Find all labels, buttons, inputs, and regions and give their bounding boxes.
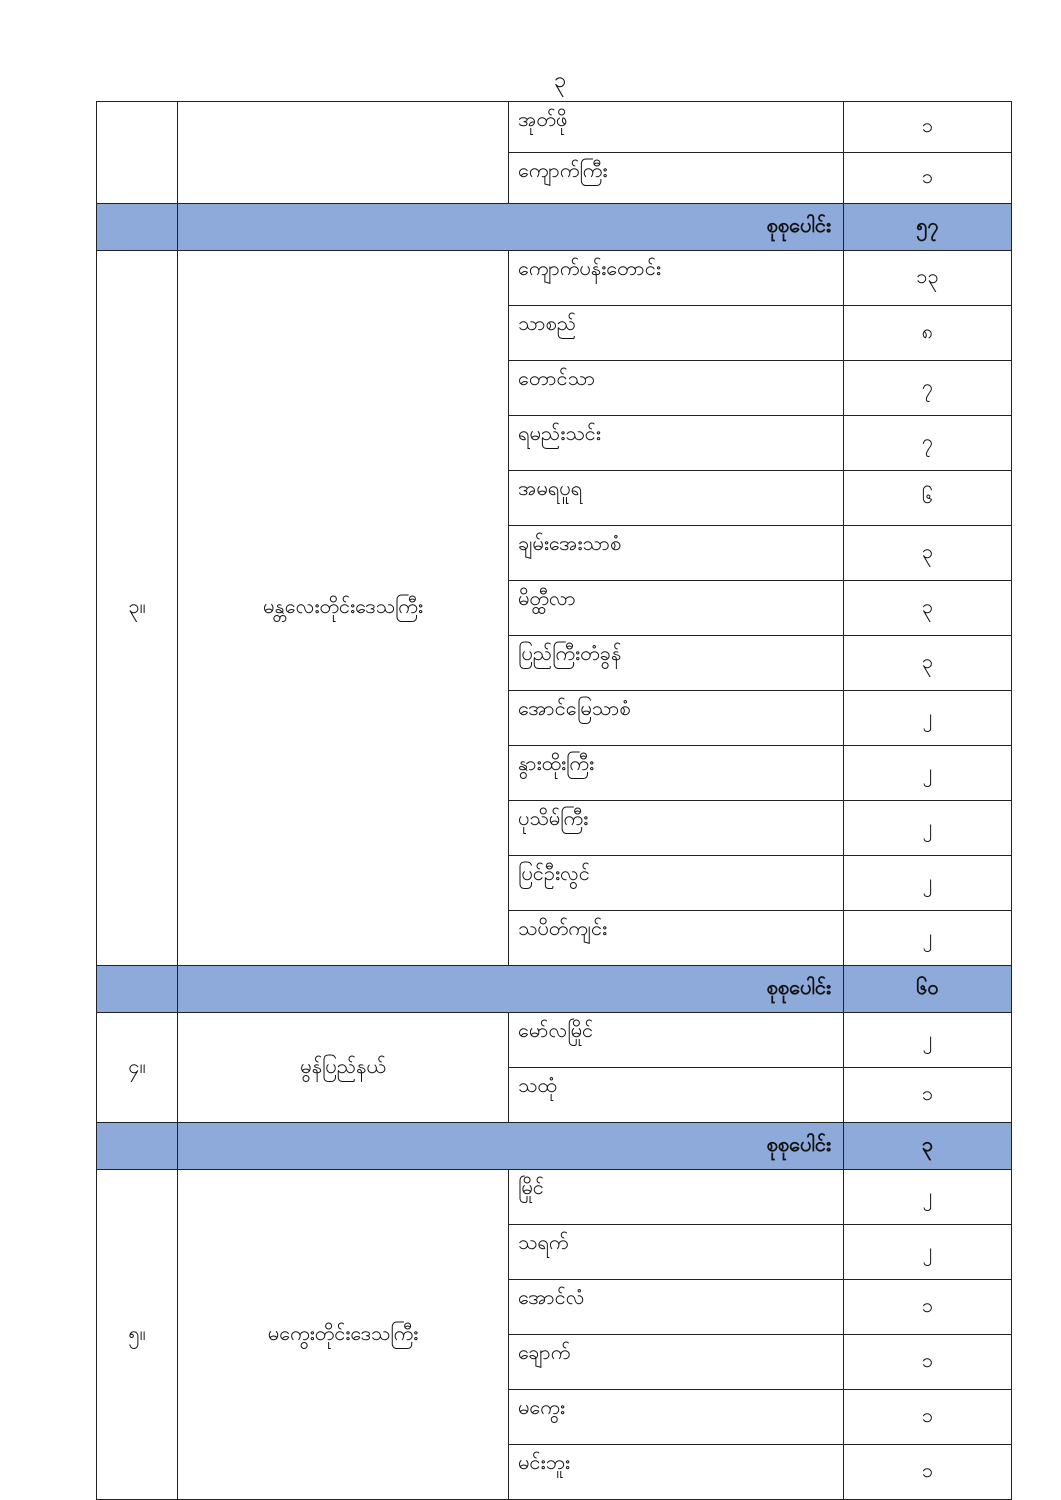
count-cell: ၂: [844, 911, 1012, 966]
township-cell: မကွေး: [509, 1390, 844, 1445]
township-cell: ပြည်ကြီးတံခွန်: [509, 636, 844, 691]
count-cell: ၇: [844, 416, 1012, 471]
township-cell: နွားထိုးကြီး: [509, 746, 844, 801]
count-cell: ၆: [844, 471, 1012, 526]
subtotal-label: စုစုပေါင်း: [178, 966, 844, 1013]
table-row: [97, 1170, 1012, 1225]
subtotal-row: [97, 1123, 1012, 1170]
township-cell: မိတ္ထီလာ: [509, 581, 844, 636]
table-row: [97, 1013, 1012, 1068]
township-cell: ကျောက်ကြီး: [509, 153, 844, 204]
count-cell: ၂: [844, 691, 1012, 746]
subtotal-row: [97, 204, 1012, 251]
township-cell: သပိတ်ကျင်း: [509, 911, 844, 966]
township-cell: မြိုင်: [509, 1170, 844, 1225]
count-cell: ၂: [844, 1013, 1012, 1068]
township-cell: သာစည်: [509, 306, 844, 361]
township-cell: ချောက်: [509, 1335, 844, 1390]
count-cell: ၃: [844, 636, 1012, 691]
township-cell: သရက်: [509, 1225, 844, 1280]
count-cell: ၂: [844, 801, 1012, 856]
township-cell: အုတ်ဖို: [509, 102, 844, 153]
township-cell: မင်းဘူး: [509, 1445, 844, 1500]
township-cell: အောင်မြေသာစံ: [509, 691, 844, 746]
township-cell: တောင်သာ: [509, 361, 844, 416]
count-cell: ၂: [844, 856, 1012, 911]
count-cell: ၂: [844, 746, 1012, 801]
count-cell: ၂: [844, 1170, 1012, 1225]
subtotal-label: စုစုပေါင်း: [178, 1123, 844, 1170]
count-cell: ၁: [844, 153, 1012, 204]
subtotal-value: ၆၀: [844, 966, 1012, 1013]
count-cell: ၁: [844, 1280, 1012, 1335]
subtotal-value: ၃: [844, 1123, 1012, 1170]
group-number: ၃။: [97, 251, 178, 966]
count-cell: ၁: [844, 102, 1012, 153]
township-cell: အမရပူရ: [509, 471, 844, 526]
township-cell: မော်လမြိုင်: [509, 1013, 844, 1068]
township-cell: ချမ်းအေးသာစံ: [509, 526, 844, 581]
count-cell: ၇: [844, 361, 1012, 416]
township-cell: သထုံ: [509, 1068, 844, 1123]
count-cell: ၁: [844, 1335, 1012, 1390]
region-name: မကွေးတိုင်းဒေသကြီး: [178, 1170, 509, 1500]
subtotal-blank-cell: [97, 1123, 178, 1170]
count-cell: ၂: [844, 1225, 1012, 1280]
subtotal-value: ၅၇: [844, 204, 1012, 251]
subtotal-label: စုစုပေါင်း: [178, 204, 844, 251]
subtotal-blank-cell: [97, 204, 178, 251]
count-cell: ၁၃: [844, 251, 1012, 306]
count-cell: ၁: [844, 1390, 1012, 1445]
township-count-table: [96, 101, 1012, 1500]
township-cell: ပုသိမ်ကြီး: [509, 801, 844, 856]
page-number: ၃: [553, 68, 567, 93]
township-cell: ပြင်ဦးလွင်: [509, 856, 844, 911]
count-cell: ၃: [844, 581, 1012, 636]
table-row: [97, 251, 1012, 306]
region-cell: [178, 102, 509, 204]
group-number: ၄။: [97, 1013, 178, 1123]
township-cell: ရမည်းသင်း: [509, 416, 844, 471]
count-cell: ၁: [844, 1445, 1012, 1500]
subtotal-row: [97, 966, 1012, 1013]
table-row: [97, 102, 1012, 153]
region-name: မန္တလေးတိုင်းဒေသကြီး: [178, 251, 509, 966]
township-cell: ကျောက်ပန်းတောင်း: [509, 251, 844, 306]
region-name: မွန်ပြည်နယ်: [178, 1013, 509, 1123]
township-cell: အောင်လံ: [509, 1280, 844, 1335]
count-cell: ၃: [844, 526, 1012, 581]
group-number: ၅။: [97, 1170, 178, 1500]
count-cell: ၁: [844, 1068, 1012, 1123]
number-cell: [97, 102, 178, 204]
count-cell: ၈: [844, 306, 1012, 361]
subtotal-blank-cell: [97, 966, 178, 1013]
